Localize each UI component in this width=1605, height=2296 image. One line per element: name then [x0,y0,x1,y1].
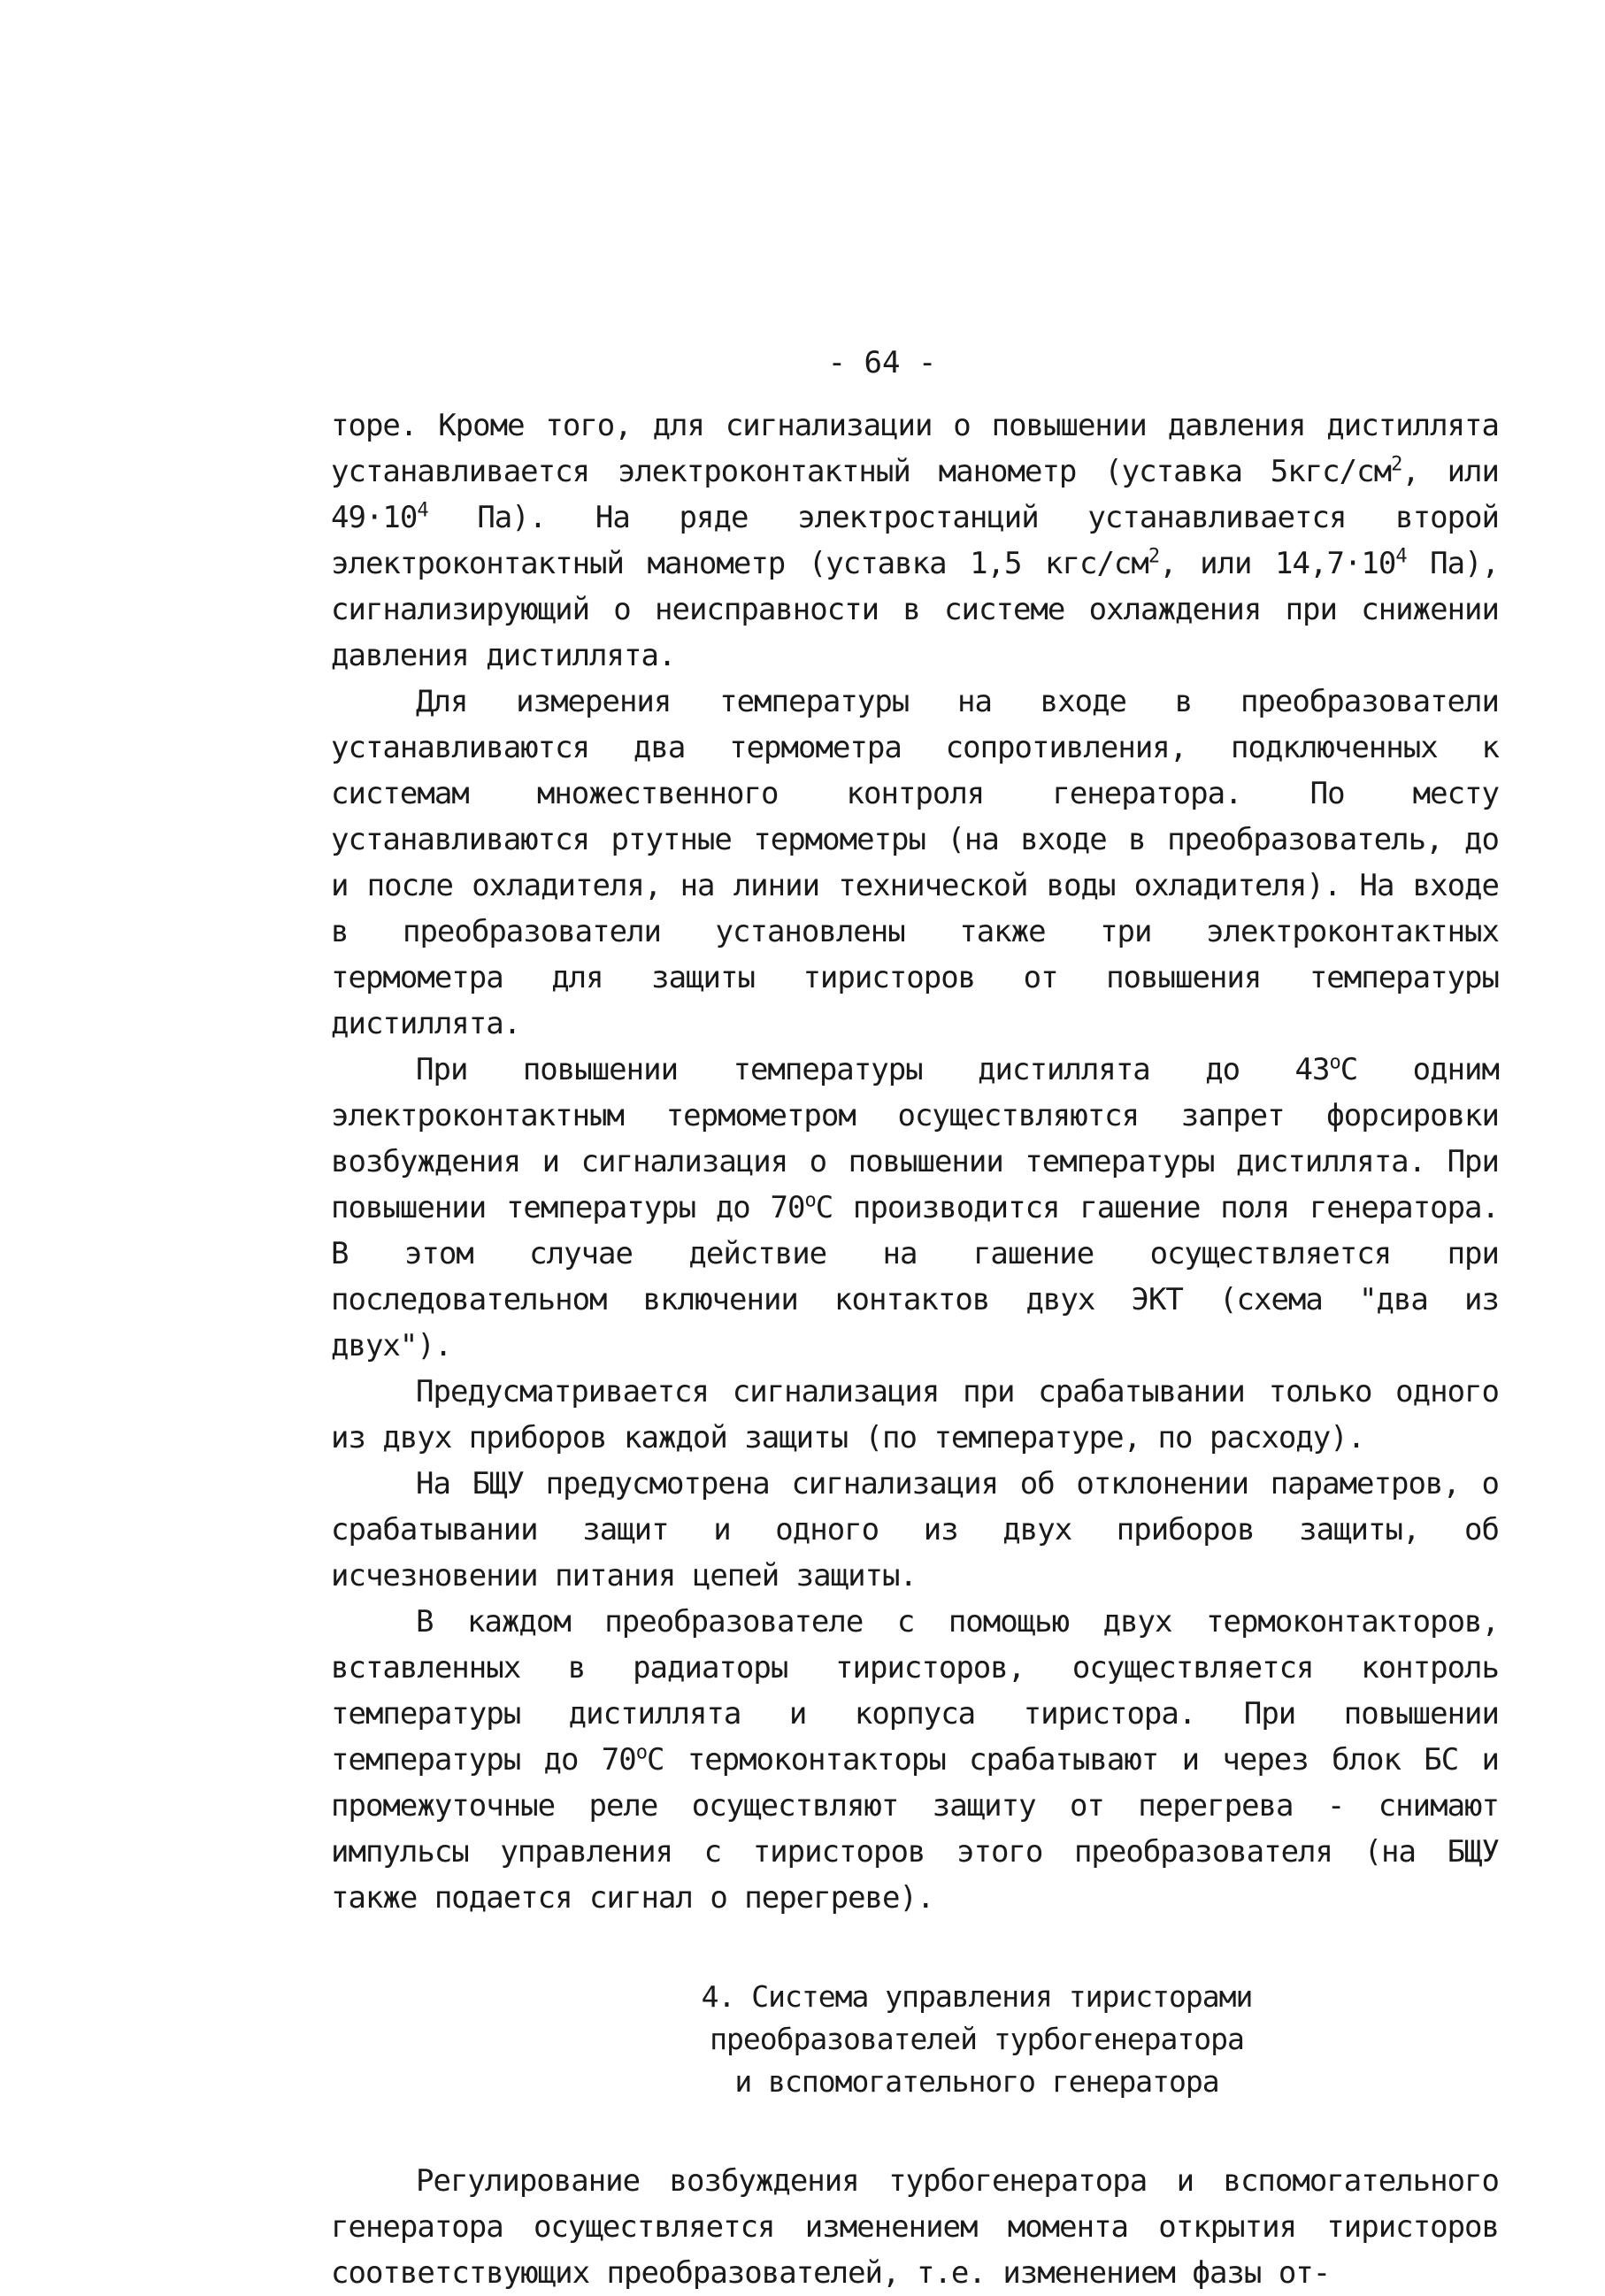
paragraph-7: Регулирование возбуждения турбогенератора и вспомогательного генератора осуществляется изменением момента открытия тиристоров соответствующих преобразователей, т.е. изменением фазы от- [331,2163,1499,2291]
body-text [331,403,1499,2296]
section-heading [331,1976,1499,2103]
page-number: - 64 - [827,345,937,380]
paragraph-6-text-a: В каждом преобразователе с помощью двух термоконтакторов, вставленных в радиаторы тиристоров, осуществляется контроль температуры дистиллята и корпуса тиристора. При повышении температуры до 70 [331,1604,1499,1778]
paragraph-1-text-b: , или 49·10 [331,454,1499,535]
superscript: 4 [417,499,428,522]
section-heading-line-2: преобразователей турбогенератора [710,2022,1244,2056]
paragraph-6-text-b: С термоконтакторы срабатывают и через блок БС и промежуточные реле осуществляют защиту от перегрева - снимают импульсы управления с тиристоров этого преобразователя (на БЩУ также подается сигнал о перегреве). [331,1742,1499,1916]
paragraph-1-text-c: Па). На ряде электростанций устанавливается второй электроконтактный манометр (уставка 1,5 кгс/см [331,500,1499,581]
degree-mark: о [1329,1051,1340,1074]
paragraph-1-text-e: Па), сигнализирующий о неисправности в системе охлаждения при снижении давления дистиллята. [331,546,1500,673]
paragraph-5: На БЩУ предусмотрена сигнализация об отклонении параметров, о срабатывании защит и одного из двух приборов защиты, об исчезновении питания цепей защиты. [331,1466,1499,1593]
degree-mark: о [804,1189,816,1212]
paragraph-4: Предусматривается сигнализация при срабатывании только одного из двух приборов каждой защиты (по температуре, по расходу). [331,1374,1499,1455]
degree-mark: о [635,1741,647,1764]
paragraph-1-text-a: торе. Кроме того, для сигнализации о повышении давления дистиллята устанавливается электроконтактный манометр (уставка 5кгс/см [331,408,1499,489]
paragraph-6 [331,1599,1499,1921]
paragraph-3 [331,1047,1499,1369]
paragraph-3-text-a: При повышении температуры дистиллята до 43 [416,1052,1330,1087]
paragraph-1-text-d: , или 14,7·10 [1159,546,1396,581]
superscript: 2 [1391,453,1402,476]
paragraph-3-text-b: С одним электроконтактным термометром осуществляются запрет форсировки возбуждения и сигнализация о повышении температуры дистиллята. При повышении температуры до 70 [331,1052,1499,1225]
superscript: 4 [1395,545,1407,568]
paragraph-1 [331,403,1499,679]
paragraph-3-text-c: С производится гашение поля генератора. В этом случае действие на гашение осуществляется при последовательном включении контактов двух ЭКТ (схема "два из двух"). [331,1190,1499,1363]
section-heading-line-3: и вспомогательного генератора [734,2064,1219,2099]
section-heading-line-1: 4. Система управления тиристорами [701,1979,1253,2014]
superscript: 2 [1148,545,1160,568]
paragraph-2: Для измерения температуры на входе в преобразователи устанавливаются два термометра сопротивления, подключенных к системам множественного контроля генератора. По месту устанавливаются ртутные термометры (на входе в преобразователь, до и после охладителя, на линии технической воды охладителя). На входе в преобразователи установлены также три электроконтактных термометра для защиты тиристоров от повышения температуры дистиллята. [331,684,1499,1041]
